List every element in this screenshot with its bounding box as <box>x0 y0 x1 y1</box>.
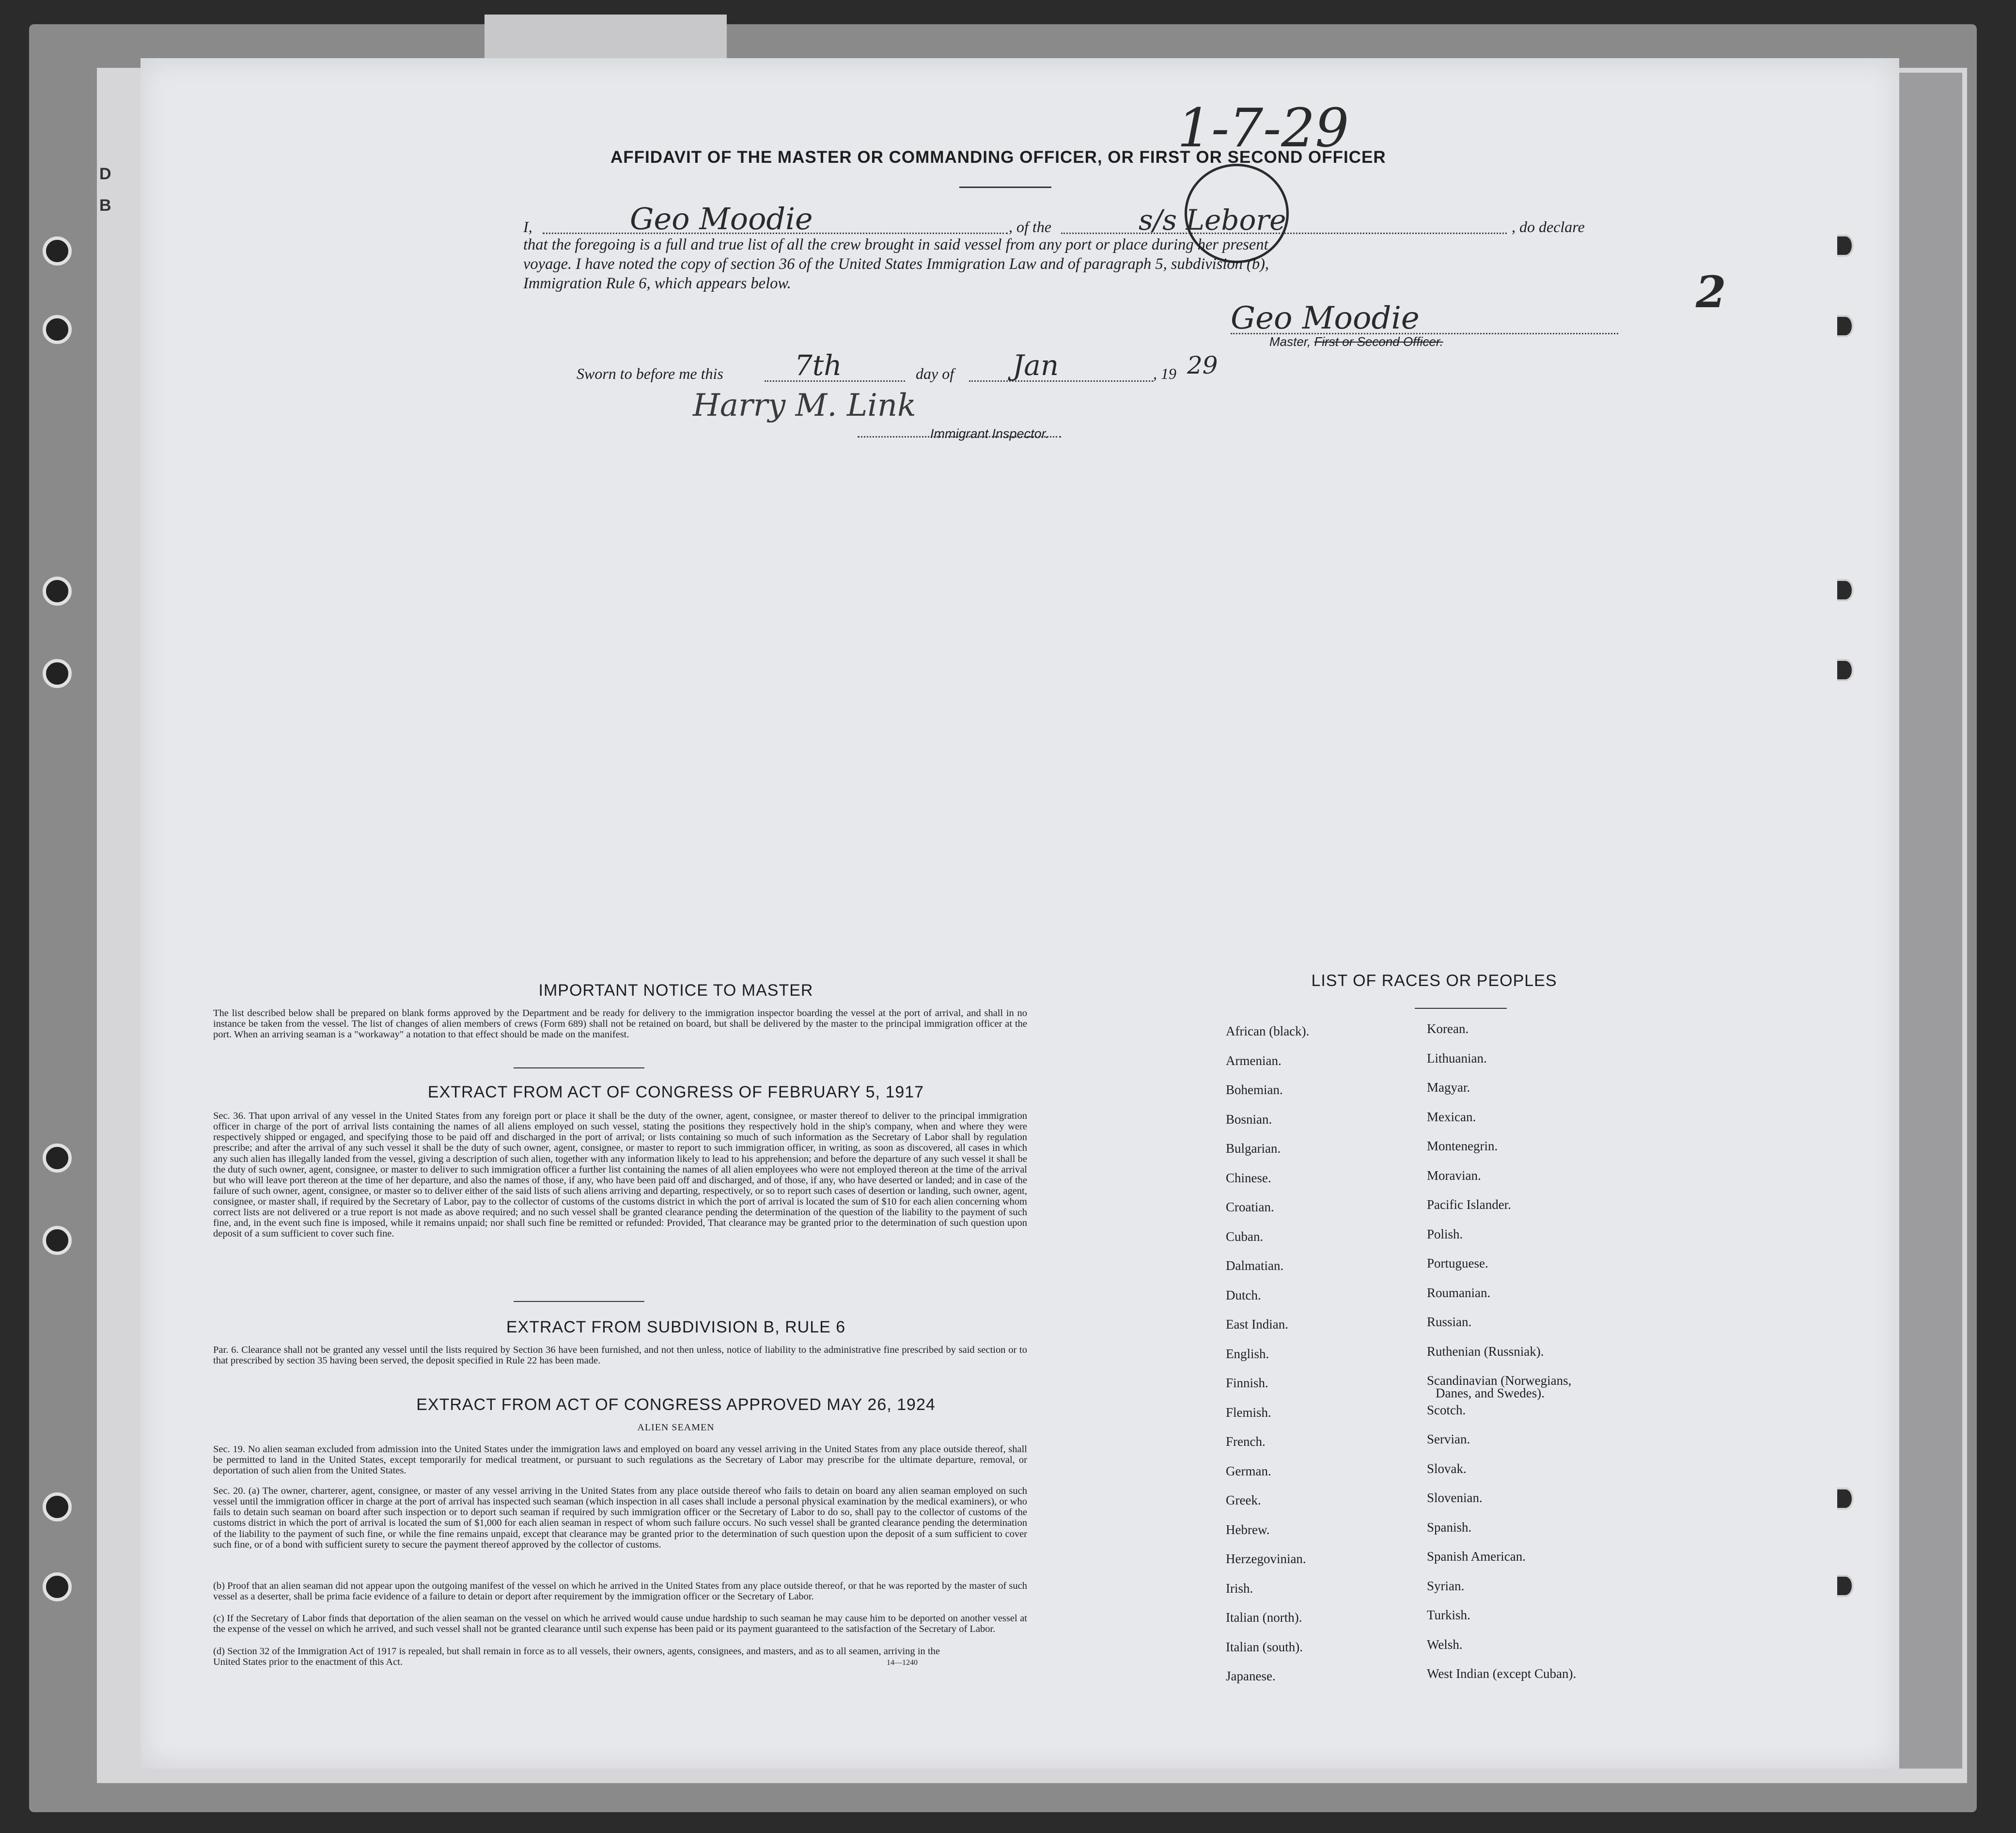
handwritten-date: 1-7-29 <box>1177 97 1349 159</box>
binder-notch <box>1837 235 1854 257</box>
race-item: Armenian. <box>1226 1053 1281 1068</box>
sec20a-body: Sec. 20. (a) The owner, charterer, agent, consignee, or master of any vessel arriving in the United States from any place outside thereof who fails to detain on board any alien seaman employed on such vessel until the immigration officer in charge at the port of arrival has inspected such seaman (which inspection in all cases shall include a personal physical examination by the medical examiners), or who fails to detain such seaman on board after such inspection or to deport such seaman if required by such immigration officer or the Secretary of Labor to do so, shall pay to the collector of customs of the customs district in which the port of arrival is located the sum of $1,000 for each alien seaman in respect of whom such failure occurs. No such vessel shall be granted clearance pending the determination of the liability to the payment of such fine, or while the fine remains unpaid, except that clearance may be granted prior to the determination of such question upon the deposit of a sum sufficient to cover such fine, or of a bond with sufficient surety to secure the payment thereof approved by the collector of customs. <box>213 1486 1027 1550</box>
notice-rule <box>514 1067 644 1068</box>
year-handwritten: 29 <box>1187 351 1218 379</box>
day-of-text: day of <box>916 365 954 382</box>
sec20b-body: (b) Proof that an alien seaman did not appear upon the outgoing manifest of the vessel on which he arrived in the United States from any place outside thereof, or that he was reported by the master of such vessel as a deserter, shall be prima facie evidence of a failure to detain or deport after requirement by the immigration officer or the Secretary of Labor. <box>213 1581 1027 1602</box>
handwritten-page-number: 2 <box>1696 266 1726 318</box>
binder-hole <box>43 1572 72 1601</box>
race-item: Finnish. <box>1226 1376 1268 1390</box>
race-item: Herzegovinian. <box>1226 1551 1306 1566</box>
race-item: Magyar. <box>1427 1080 1470 1095</box>
sec19-body: Sec. 19. No alien seaman excluded from admission into the United States under the immigration laws and employed on board any vessel arriving in the United States from any place outside thereof, shall be permitted to land in the United States, except temporarily for medical treatment, or pursuant to such regulations as the Secretary of Labor may prescribe for the ultimate departure, removal, or deportation of such alien from the United States. <box>213 1444 1027 1476</box>
race-item: Croatian. <box>1226 1200 1274 1214</box>
top-paper-tab <box>484 15 727 58</box>
races-left-column <box>1226 1024 1309 1698</box>
underlying-sheet-label-1: D <box>99 165 111 183</box>
race-item: Russian. <box>1427 1315 1472 1329</box>
extract-1917-title: EXTRACT FROM ACT OF CONGRESS OF FEBRUARY 5, 1917 <box>427 1083 924 1101</box>
race-item: Chinese. <box>1226 1170 1271 1185</box>
binder-notch <box>1837 659 1854 681</box>
race-item: Bulgarian. <box>1226 1141 1281 1156</box>
race-item: Hebrew. <box>1226 1522 1270 1537</box>
race-item: Portuguese. <box>1427 1256 1488 1270</box>
race-item: Italian (south). <box>1226 1639 1303 1654</box>
race-item: Pacific Islander. <box>1427 1197 1511 1212</box>
race-item: Lithuanian. <box>1427 1050 1487 1065</box>
race-item: Greek. <box>1226 1493 1261 1507</box>
binder-hole <box>43 1492 72 1521</box>
sec20c-body: (c) If the Secretary of Labor finds that deportation of the alien seaman on the vessel on which he arrived would cause undue hardship to such seaman he may cause him to be deported on another vessel at the expense of the vessel on which he arrived, and such vessel shall not be granted clearance until such expense has been paid or its payment guaranteed to the satisfaction of the Secretary of Labor. <box>213 1613 1027 1635</box>
extract-1924-title: EXTRACT FROM ACT OF CONGRESS APPROVED MAY 26, 1924 <box>416 1395 936 1414</box>
binder-hole <box>43 236 72 266</box>
race-item: Slovak. <box>1427 1461 1467 1476</box>
race-item: Turkish. <box>1427 1608 1470 1622</box>
year-prefix-text: , 19 <box>1153 365 1176 382</box>
notice-title: IMPORTANT NOTICE TO MASTER <box>538 981 813 1000</box>
race-item: Spanish. <box>1427 1520 1472 1535</box>
race-item: African (black). <box>1226 1024 1310 1038</box>
inspector-signature: Harry M. Link <box>693 388 916 423</box>
master-signature: Geo Moodie <box>1231 300 1420 336</box>
do-declare-text: , do declare <box>1512 218 1585 235</box>
race-item-text: Scandinavian (Norwegians, <box>1427 1373 1572 1388</box>
race-item: East Indian. <box>1226 1317 1288 1332</box>
affidavit-line-4: Immigration Rule 6, which appears below. <box>523 275 791 292</box>
race-item: Cuban. <box>1226 1229 1264 1244</box>
race-item: Montenegrin. <box>1427 1139 1498 1153</box>
race-item-continuation: Danes, and Swedes). <box>1436 1386 1545 1400</box>
form-number: 14—1240 <box>887 1659 918 1667</box>
race-item: German. <box>1226 1463 1271 1478</box>
binder-hole <box>43 1226 72 1255</box>
caption-struck-officer: First or Second Officer. <box>1314 334 1443 349</box>
race-item: Welsh. <box>1427 1637 1463 1652</box>
affidavit-page <box>141 58 1899 1769</box>
title-rule <box>959 187 1051 188</box>
race-item: French. <box>1226 1434 1266 1449</box>
caption-master: Master, <box>1269 334 1311 349</box>
subdivision-body: Par. 6. Clearance shall not be granted any vessel until the lists required by Section 36 have been furnished, and not then unless, notice of liability to the administrative fine prescribed by said section or to that prescribed by section 35 having been served, the deposit specified in Rule 22 has been made. <box>213 1345 1027 1366</box>
alien-seamen-subtitle: ALIEN SEAMEN <box>637 1422 715 1433</box>
race-item: Bosnian. <box>1226 1112 1272 1127</box>
race-item: Spanish American. <box>1427 1549 1526 1564</box>
races-rule <box>1415 1008 1507 1009</box>
inspector-caption: Immigrant Inspector. <box>930 426 1049 441</box>
sworn-text: Sworn to before me this <box>577 365 723 382</box>
of-the-text: , of the <box>1009 218 1051 235</box>
race-item: Bohemian. <box>1226 1082 1283 1097</box>
binder-hole <box>43 577 72 606</box>
binder-hole <box>43 659 72 688</box>
vessel-name-handwritten: s/s Lebore <box>1139 204 1286 236</box>
signature-caption <box>1269 334 1443 349</box>
day-handwritten: 7th <box>795 349 842 382</box>
race-item: Ruthenian (Russniak). <box>1427 1344 1544 1359</box>
race-item: Korean. <box>1427 1021 1469 1036</box>
race-item: Japanese. <box>1226 1669 1276 1683</box>
master-name-handwritten: Geo Moodie <box>630 201 813 236</box>
race-item: Syrian. <box>1427 1578 1465 1593</box>
race-item: Moravian. <box>1427 1168 1481 1183</box>
notice-body: The list described below shall be prepared on blank forms approved by the Department and be ready for delivery to the immigration inspector boarding the vessel at the port of arrival, and shall in no instance be taken from the vessel. The list of changes of alien members of crews (Form 689) shall not be retained on board, but shall be delivered by the master to the principal immigration officer at the port. When an arriving seaman is a "workaway" a notation to that effect should be made on the manifest. <box>213 1008 1027 1040</box>
extract-1917-body: Sec. 36. That upon arrival of any vessel in the United States from any foreign port or place it shall be the duty of the owner, agent, consignee, or master thereof to deliver to the principal immigration officer in charge of the port of arrival lists containing the names of all aliens employed on such vessel, stating the positions they respectively hold in the ship's company, when and where they were respectively shipped or engaged, and specifying those to be paid off and discharged in the port of arrival; or lists containing so much of such information as the Secretary of Labor shall by regulation prescribe; and after the arrival of any such vessel it shall be the duty of such owner, agent, consignee, or master to report to such immigration officer, in writing, as soon as discovered, all cases in which any such alien has illegally landed from the vessel, giving a description of such alien, together with any information likely to lead to his apprehension; and before the departure of any such vessel it shall be the duty of such owner, agent, consignee, or master to deliver to such immigration officer a further list containing the names of all alien employees who were not employed thereon at the time of the arrival but who will leave port thereon at the time of her departure, and also the names of those, if any, who have been paid off and discharged, and of those, if any, who have deserted or landed; and in case of the failure of such owner, agent, consignee, or master so to deliver either of the said lists of such aliens arriving and departing, respectively, or so to report such cases of desertion or landing, such owner, agent, consignee, or master shall, if required by the Secretary of Labor, pay to the collector of customs of the customs district in which the port of arrival is located the sum of $10 for each alien concerning whom correct lists are not delivered or a true report is not made as above required; and no such vessel shall be granted clearance pending the determination of the question of the liability to the payment of such fine, and, in the event such fine is imposed, while it remains unpaid; nor shall such fine be remitted or refunded: Provided, That clearance may be granted prior to the determination of such question upon deposit of a sum sufficient to cover such fine. <box>213 1111 1027 1239</box>
month-handwritten: Jan <box>1013 349 1059 382</box>
race-item <box>1427 1373 1576 1403</box>
binder-notch <box>1837 1575 1854 1597</box>
binder-notch <box>1837 1488 1854 1510</box>
race-item: Servian. <box>1427 1432 1470 1446</box>
sec20d-body: (d) Section 32 of the Immigration Act of 1917 is repealed, but shall remain in force as to all vessels, their owners, agents, consignees, and masters, and as to all seamen, arriving in the United States prior to the enactment of this Act. <box>213 1646 940 1668</box>
race-item: Mexican. <box>1427 1109 1476 1124</box>
race-item: Flemish. <box>1226 1405 1271 1420</box>
race-item: Italian (north). <box>1226 1610 1302 1625</box>
subdivision-title: EXTRACT FROM SUBDIVISION B, RULE 6 <box>506 1318 846 1336</box>
race-item: Scotch. <box>1427 1402 1466 1417</box>
affidavit-line-3: voyage. I have noted the copy of section 36 of the United States Immigration Law and of paragraph 5, subdivision (b), <box>523 255 1269 273</box>
races-title: LIST OF RACES OR PEOPLES <box>1311 971 1557 990</box>
binder-notch <box>1837 579 1854 601</box>
race-item: Irish. <box>1226 1581 1253 1596</box>
binder-notch <box>1837 315 1854 337</box>
affidavit-pronoun: I, <box>523 218 532 235</box>
binder-hole <box>43 1144 72 1173</box>
race-item: West Indian (except Cuban). <box>1427 1666 1577 1681</box>
race-item: Dalmatian. <box>1226 1258 1284 1273</box>
underlying-sheet-label-2: B <box>99 196 111 215</box>
race-item: English. <box>1226 1346 1269 1361</box>
race-item: Roumanian. <box>1427 1285 1491 1300</box>
race-item: Dutch. <box>1226 1287 1261 1302</box>
affidavit-line-2: that the foregoing is a full and true list of all the crew brought in said vessel from any port or place during her present <box>523 236 1268 253</box>
race-item: Polish. <box>1427 1226 1463 1241</box>
affidavit-title: AFFIDAVIT OF THE MASTER OR COMMANDING OFFICER, OR FIRST OR SECOND OFFICER <box>610 148 1386 167</box>
races-right-column <box>1427 1021 1576 1696</box>
race-item: Slovenian. <box>1427 1490 1483 1505</box>
extract-1917-rule <box>514 1301 644 1302</box>
month-line <box>969 380 1153 382</box>
binder-hole <box>43 315 72 344</box>
